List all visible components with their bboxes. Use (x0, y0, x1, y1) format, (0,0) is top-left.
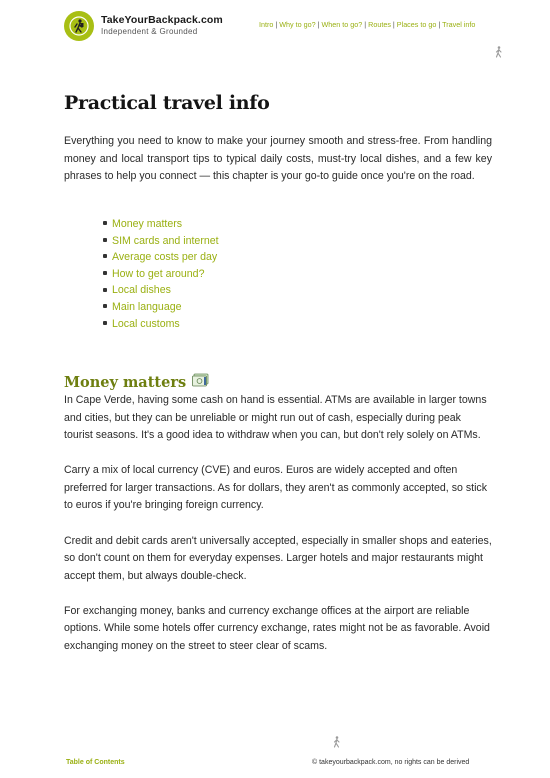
hiker-logo-icon[interactable] (64, 11, 94, 41)
money-icon (192, 373, 210, 391)
bullet-icon (103, 238, 107, 242)
page-title: Practical travel info (64, 92, 270, 114)
bullet-icon (103, 254, 107, 258)
section-body (64, 392, 492, 673)
toc-link[interactable]: Main language (112, 300, 182, 313)
body-paragraph: Credit and debit cards aren't universally accepted, especially in smaller shops and eateries, so don't count on them for everyday expenses. Larger hotels and major restaurants might accept them, but always double-check. (64, 534, 492, 582)
bullet-icon (103, 288, 107, 292)
bullet-icon (103, 271, 107, 275)
body-paragraph: For exchanging money, banks and currency exchange offices at the airport are reliable options. While some hotels offer currency exchange, rates might not be as favorable. Avoid exchanging money on the street to steer clear of scams. (64, 604, 490, 653)
table-of-contents-link[interactable]: Table of Contents (66, 759, 125, 766)
chapter-toc (103, 216, 219, 332)
nav-when-to-go[interactable]: When to go? (321, 20, 363, 29)
toc-link[interactable]: SIM cards and internet (112, 234, 219, 247)
body-paragraph: In Cape Verde, having some cash on hand is essential. ATMs are available in larger towns and cities, but they can be unreliable or might run out of cash, especially during peak tourist seasons. It's a good idea to withdraw when you can, but don't rely solely on ATMs. (64, 394, 487, 442)
toc-link[interactable]: Average costs per day (112, 251, 218, 264)
toc-item[interactable] (103, 316, 219, 333)
brand-name: TakeYourBackpack.com (101, 14, 223, 26)
toc-link[interactable]: Local dishes (112, 284, 171, 297)
hiker-icon (332, 735, 342, 753)
toc-item[interactable] (103, 299, 219, 316)
toc-item[interactable] (103, 233, 219, 250)
intro-paragraph: Everything you need to know to make your journey smooth and stress-free. From handling money and local transport tips to typical daily costs, must-try local dishes, and a few key phrases to help you connect — this chapter is your go-to guide once you're on the road. (64, 135, 492, 183)
bullet-icon (103, 321, 107, 325)
toc-item[interactable] (103, 266, 219, 283)
copyright-notice: © takeyourbackpack.com, no rights can be derived (312, 759, 470, 766)
toc-link[interactable]: Money matters (112, 218, 183, 230)
toc-item[interactable] (103, 282, 219, 299)
section-heading (64, 373, 210, 391)
nav-places-to-go[interactable]: Places to go (396, 20, 437, 29)
nav-why-to-go[interactable]: Why to go? (279, 20, 316, 29)
toc-link[interactable]: Local customs (112, 317, 180, 330)
nav-travel-info[interactable]: Travel info (442, 20, 476, 29)
top-navigation: Intro | Why to go? | When to go? | Routes | Places to go | Travel info (259, 20, 476, 29)
body-paragraph: Carry a mix of local currency (CVE) and euros. Euros are widely accepted and often preferred for larger transactions. As for dollars, they aren't as commonly accepted, so stick to euros if you're bringing foreign currency. (64, 464, 488, 512)
hiker-icon (494, 45, 504, 63)
nav-routes[interactable]: Routes (368, 20, 391, 29)
bullet-icon (103, 221, 107, 225)
bullet-icon (103, 304, 107, 308)
nav-intro[interactable]: Intro (259, 20, 274, 29)
toc-item[interactable] (103, 216, 219, 233)
toc-link[interactable]: How to get around? (112, 267, 205, 280)
section-title: Money matters (64, 373, 187, 391)
toc-item[interactable] (103, 249, 219, 266)
brand-tagline: Independent & Grounded (101, 27, 198, 36)
brand[interactable] (101, 14, 223, 36)
